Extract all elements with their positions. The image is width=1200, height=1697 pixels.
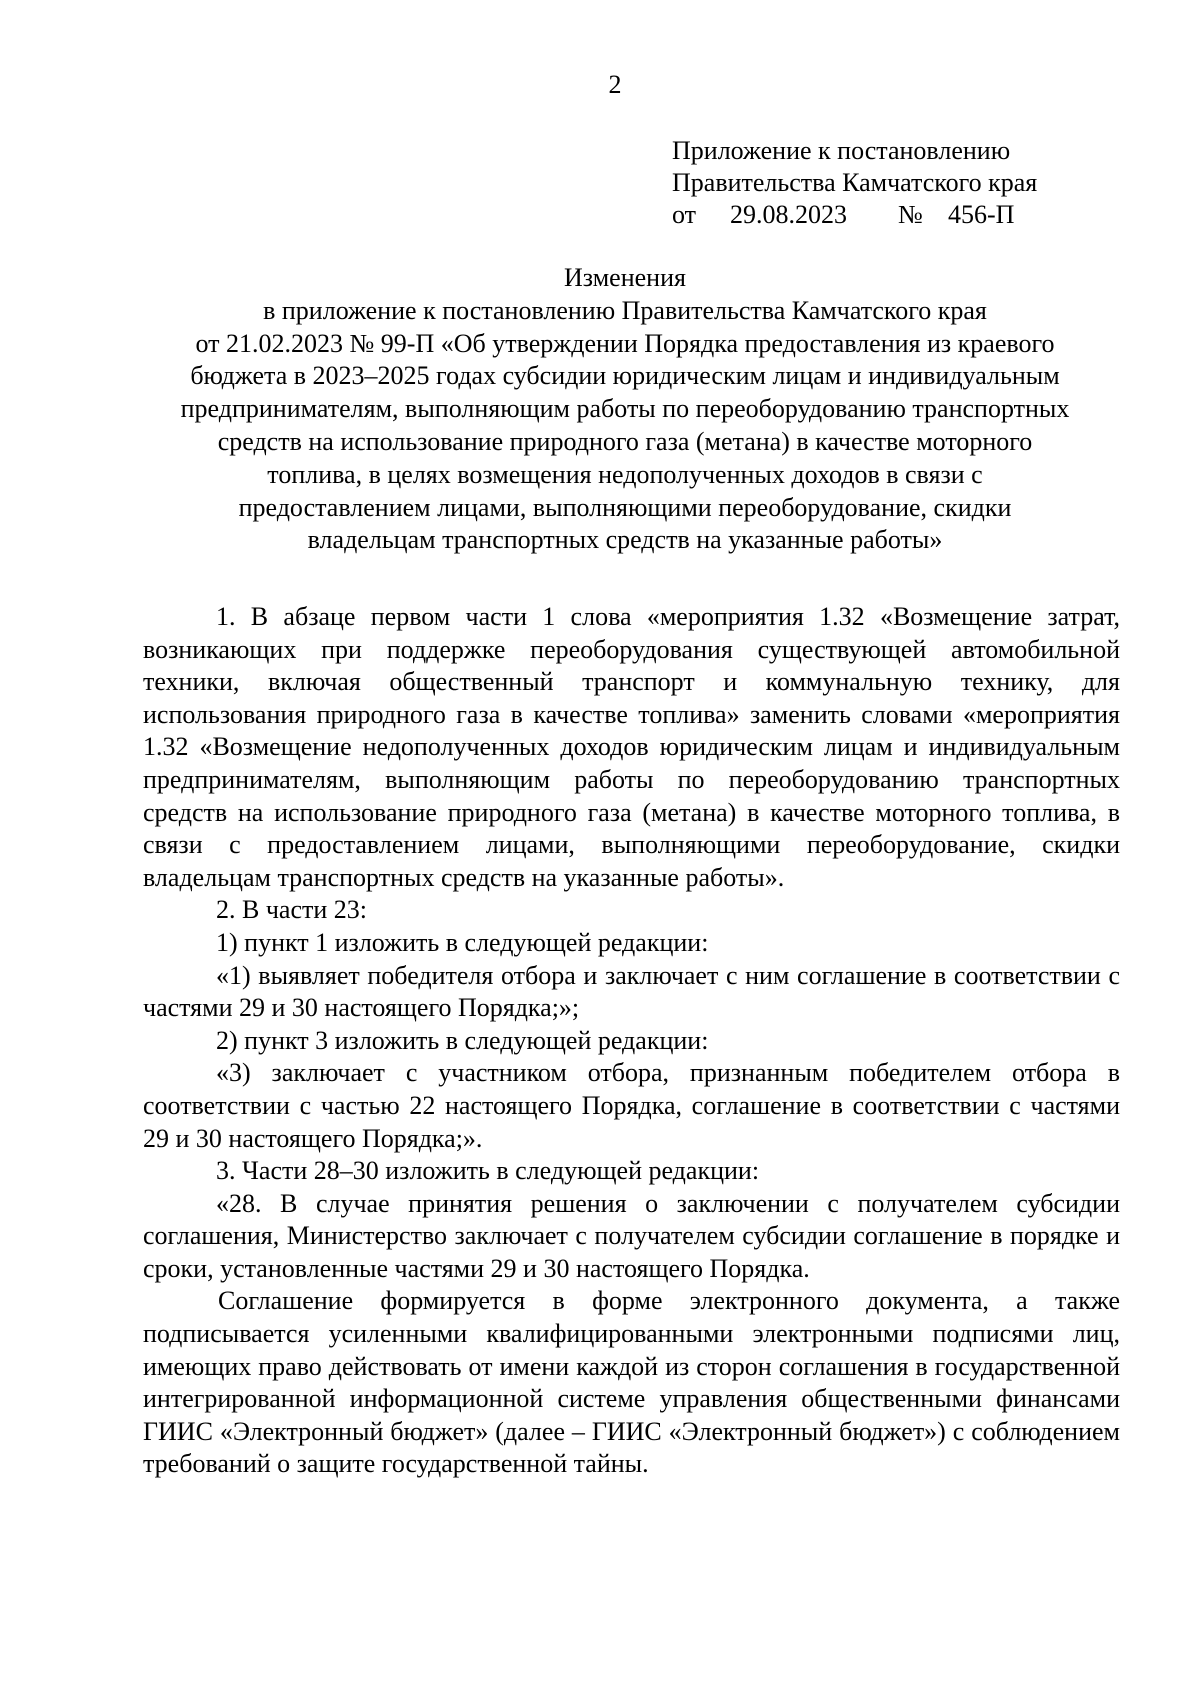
paragraph: «1) выявляет победителя отбора и заключает с ним соглашение в соответствии с частями 29 и 30 настоящего Порядка;»;	[143, 960, 1120, 1023]
document-body	[143, 601, 1120, 1481]
paragraph: 2. В части 23:	[216, 895, 367, 925]
title-line: топлива, в целях возмещения недополученных доходов в связи с	[267, 459, 983, 489]
title-line: предпринимателям, выполняющим работы по переоборудованию транспортных	[180, 394, 1070, 424]
document-number: 456-П	[948, 200, 1015, 229]
paragraph: «3) заключает с участником отбора, признанным победителем отбора в соответствии с частью 22 настоящего Порядка, соглашение в соответствии с частями 29 и 30 настоящего Порядка;».	[143, 1058, 1120, 1153]
page-number: 2	[608, 70, 622, 99]
title-line: средств на использование природного газа (метана) в качестве моторного	[217, 426, 1033, 456]
number-label: №	[898, 200, 923, 229]
title-line: от 21.02.2023 № 99-П «Об утверждении Порядка предоставления из краевого	[195, 328, 1055, 358]
appendix-date-row	[672, 199, 1092, 231]
title-block	[130, 262, 1120, 557]
appendix-line-1: Приложение к постановлению	[672, 136, 1011, 165]
paragraph: «28. В случае принятия решения о заключении с получателем субсидии соглашения, Министерство заключает с получателем субсидии соглашение в порядке и сроки, установленные частями 29 и 30 настоящего Порядка.	[143, 1188, 1120, 1283]
title-line: бюджета в 2023–2025 годах субсидии юридическим лицам и индивидуальным	[190, 361, 1060, 391]
paragraph: Соглашение формируется в форме электронного документа, а также подписывается усиленными квалифицированными электронными подписями лиц, имеющих право действовать от имени каждой из сторон соглашения в государственной интегрированной информационной системе управления общественными финансами ГИИС «Электронный бюджет» (далее – ГИИС «Электронный бюджет») с соблюдением требований о защите государственной тайны.	[143, 1286, 1120, 1479]
title-line: предоставлением лицами, выполняющими переоборудование, скидки	[238, 492, 1012, 522]
appendix-line-2: Правительства Камчатского края	[672, 168, 1038, 197]
paragraph: 1. В абзаце первом части 1 слова «мероприятия 1.32 «Возмещение затрат, возникающих при поддержке переоборудования существующей автомобильной техники, включая общественный транспорт и коммунальную технику, для использования природного газа в качестве топлива» заменить словами «мероприятия 1.32 «Возмещение недополученных доходов юридическим лицам и индивидуальным предпринимателям, выполняющим работы по переоборудованию транспортных средств на использование природного газа (метана) в качестве моторного топлива, в связи с предоставлением лицами, выполняющими переоборудование, скидки владельцам транспортных средств на указанные работы».	[143, 602, 1120, 892]
from-label: от	[672, 200, 697, 229]
document-date: 29.08.2023	[730, 200, 847, 229]
title-line: в приложение к постановлению Правительства Камчатского края	[263, 295, 987, 325]
paragraph: 2) пункт 3 изложить в следующей редакции:	[216, 1025, 709, 1055]
paragraph: 3. Части 28–30 изложить в следующей редакции:	[216, 1156, 760, 1186]
appendix-block	[672, 135, 1092, 231]
paragraph: 1) пункт 1 изложить в следующей редакции:	[216, 927, 709, 957]
title-line: владельцам транспортных средств на указанные работы»	[307, 525, 943, 555]
title-heading: Изменения	[564, 263, 686, 292]
